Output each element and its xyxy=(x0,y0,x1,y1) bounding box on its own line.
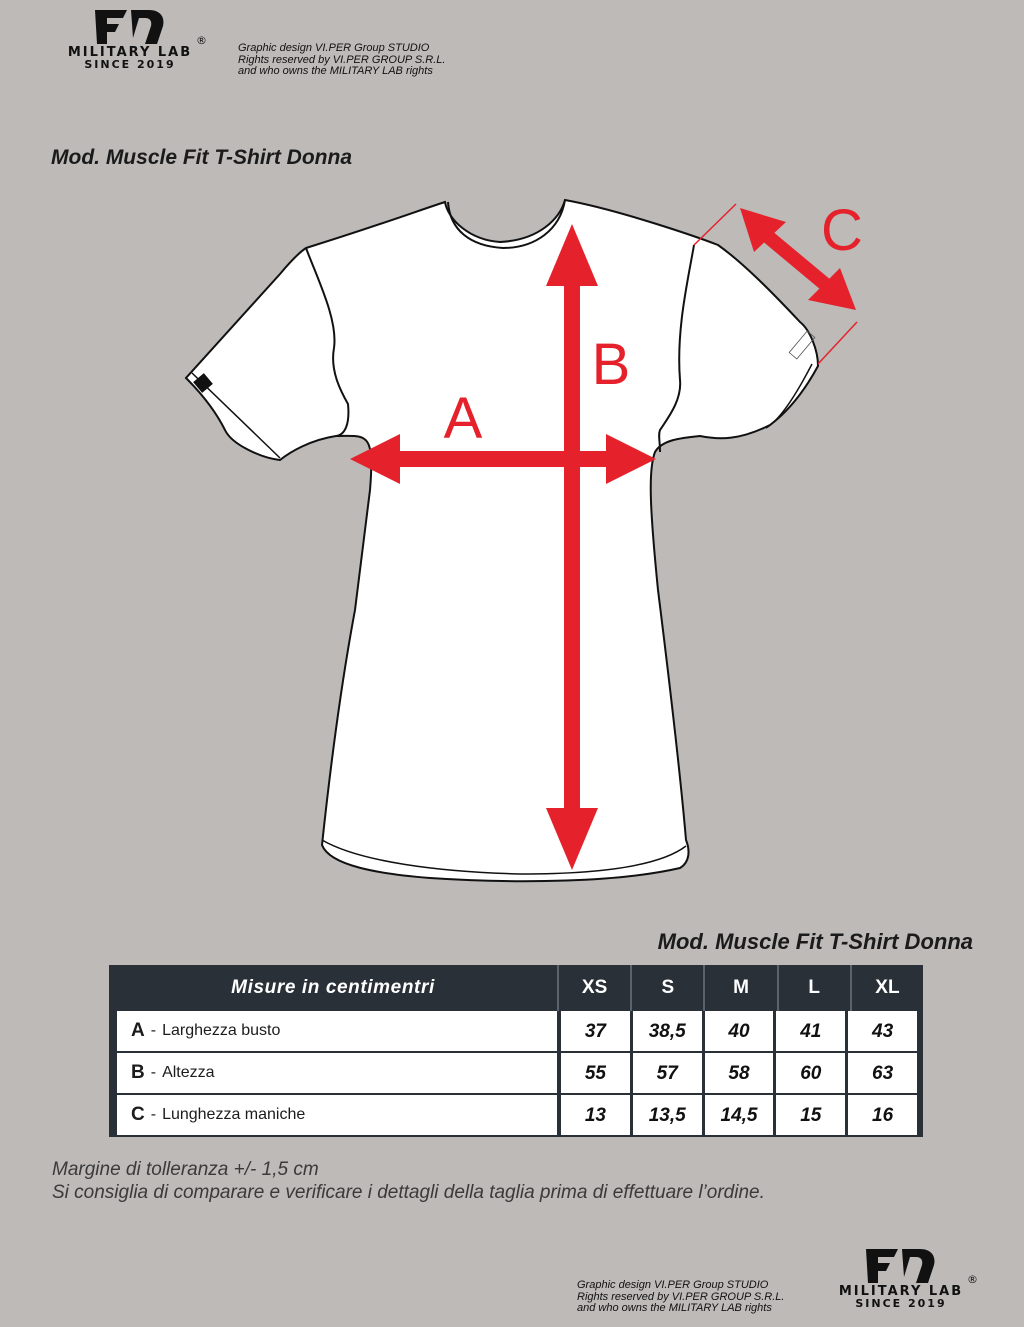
registered-mark: ® xyxy=(967,1273,978,1286)
brand-name: MILITARY LAB xyxy=(838,1284,964,1299)
label-a: A xyxy=(443,386,483,451)
military-lab-emblem-icon xyxy=(93,8,167,46)
table-cell: 58 xyxy=(705,1053,774,1095)
notes xyxy=(52,1158,765,1204)
label-c: C xyxy=(821,198,863,263)
table-cell: 13,5 xyxy=(633,1095,702,1137)
table-cell: 16 xyxy=(848,1095,917,1137)
table-cell: 63 xyxy=(848,1053,917,1095)
table-cell: 41 xyxy=(776,1011,845,1053)
size-header-m: M xyxy=(703,965,776,1011)
brand-since: SINCE 2019 xyxy=(855,1297,947,1310)
credits-top xyxy=(238,43,445,78)
table-row xyxy=(109,1011,923,1053)
military-lab-emblem-icon xyxy=(864,1247,938,1285)
table-cell: 57 xyxy=(633,1053,702,1095)
tolerance-note: Margine di tolleranza +/- 1,5 cm xyxy=(52,1159,319,1180)
row-separator: - xyxy=(150,1106,157,1123)
table-cell: 13 xyxy=(561,1095,630,1137)
credits-line-2: Rights reserved by VI.PER GROUP S.R.L. xyxy=(238,53,446,66)
table-cell: 60 xyxy=(776,1053,845,1095)
row-label xyxy=(117,1095,557,1137)
size-header-l: L xyxy=(777,965,850,1011)
table-cell: 40 xyxy=(705,1011,774,1053)
brand-name: MILITARY LAB xyxy=(67,45,193,60)
table-cell: 14,5 xyxy=(705,1095,774,1137)
table-cell: 37 xyxy=(561,1011,630,1053)
tshirt-diagram xyxy=(0,190,1024,890)
credits-line-3: and who owns the MILITARY LAB rights xyxy=(238,65,433,77)
row-text: Lunghezza maniche xyxy=(162,1106,306,1123)
row-letter: C xyxy=(131,1104,145,1125)
row-letter: B xyxy=(131,1062,145,1083)
credits-line-2: Rights reserved by VI.PER GROUP S.R.L. xyxy=(577,1290,785,1303)
size-header-s: S xyxy=(630,965,703,1011)
row-label xyxy=(117,1053,557,1095)
table-cell: 38,5 xyxy=(633,1011,702,1053)
size-table xyxy=(109,965,923,1137)
table-cell: 43 xyxy=(848,1011,917,1053)
row-label xyxy=(117,1011,557,1053)
row-separator: - xyxy=(150,1064,157,1081)
label-b: B xyxy=(591,332,631,397)
credits-line-3: and who owns the MILITARY LAB rights xyxy=(577,1302,772,1314)
table-caption: Misure in centimentri xyxy=(231,977,435,998)
table-header-row xyxy=(109,965,923,1011)
table-cell: 55 xyxy=(561,1053,630,1095)
row-letter: A xyxy=(131,1020,145,1041)
table-title: Mod. Muscle Fit T-Shirt Donna xyxy=(657,929,973,954)
size-header-xl: XL xyxy=(850,965,923,1011)
registered-mark: ® xyxy=(196,34,207,47)
brand-logo-bottom xyxy=(826,1247,976,1310)
row-text: Altezza xyxy=(162,1064,215,1081)
brand-since: SINCE 2019 xyxy=(84,58,176,71)
size-header-xs: XS xyxy=(557,965,630,1011)
table-row xyxy=(109,1053,923,1095)
table-cell: 15 xyxy=(776,1095,845,1137)
row-separator: - xyxy=(150,1022,157,1039)
advice-note: Si consiglia di comparare e verificare i dettagli della taglia prima di effettuare l’ordine. xyxy=(52,1182,765,1203)
row-text: Larghezza busto xyxy=(162,1022,281,1039)
brand-logo-top xyxy=(55,8,205,71)
credits-line-1: Graphic design VI.PER Group STUDIO xyxy=(577,1279,769,1291)
page-title: Mod. Muscle Fit T-Shirt Donna xyxy=(51,146,352,169)
credits-bottom xyxy=(577,1280,784,1315)
table-row xyxy=(109,1095,923,1137)
credits-line-1: Graphic design VI.PER Group STUDIO xyxy=(238,42,430,54)
tshirt-outline xyxy=(186,200,818,881)
